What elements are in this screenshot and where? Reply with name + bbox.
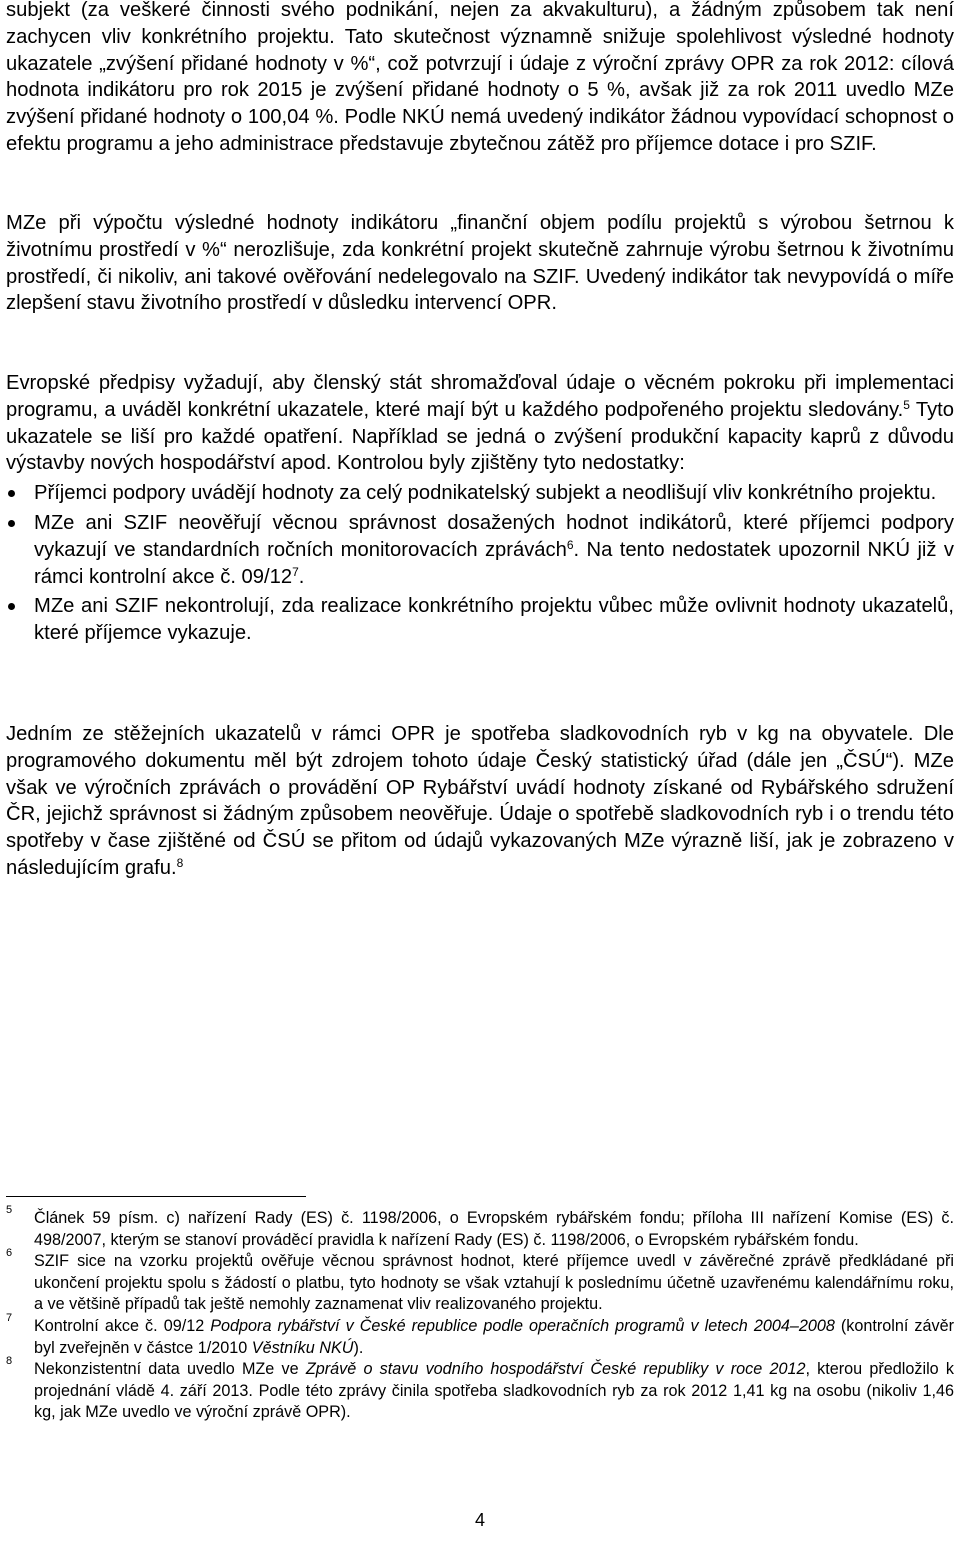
footnote-title: Podpora rybářství v České republice podle operačních programů v letech 2004–2008	[210, 1316, 835, 1335]
footnote-text: SZIF sice na vzorku projektů ověřuje věcnou správnost hodnot, které příjemce uvedl v závěrečné zprávě předkládané při ukončení projektu spolu s žádostí o platbu, tyto hodnoty se však vztahují k poslednímu účetně uzavřenému kalendářnímu roku, a ve většině případů tak ještě nemohly zaznamenat vliv realizovaného projektu.	[34, 1252, 954, 1314]
footnote-number: 5	[6, 1204, 13, 1216]
footnote-ref-8: 8	[176, 855, 184, 870]
footnote-number: 7	[6, 1311, 13, 1324]
footnote-text: Článek 59 písm. c) nařízení Rady (ES) č. 1198/2006, o Evropském rybářském fondu; příloha III nařízení Komise (ES) č. 498/2007, kterým se stanoví prováděcí pravidla k nařízení Rady (ES) č. 1198/2006, o Evropském rybářském fondu.	[34, 1209, 954, 1249]
footnote-ref-7: 7	[292, 564, 299, 579]
footnote-8	[6, 1355, 954, 1424]
bullet-icon	[8, 490, 15, 497]
footnotes	[6, 1204, 954, 1424]
list-item-text: .	[298, 565, 305, 588]
paragraph-indicator-environment: MZe při výpočtu výsledné hodnoty indikátoru „finanční objem podílu projektů s výrobou šetrnou k životnímu prostředí v %“ nerozlišuje, zda konkrétní projekt skutečně zahrnuje výrobu šetrnou k životnímu prostředí, či nikoliv, ani takové ověřování nedelegovalo na SZIF. Uvedený indikátor tak nevypovídá o míře zlepšení stavu životního prostředí v důsledku intervencí OPR.	[6, 212, 954, 315]
paragraph-text: Tyto ukazatele se liší pro každé opatření. Například se jedná o zvýšení produkční kapacity kaprů z důvodu výstavby nových hospodářství apod. Kontrolou byly zjištěny tyto nedostatky:	[6, 398, 954, 475]
bullet-icon	[8, 603, 15, 610]
footnote-6	[6, 1247, 954, 1316]
footnote-text: Nekonzistentní data uvedlo MZe ve	[34, 1360, 306, 1379]
list-item	[6, 593, 954, 647]
paragraph-text: Jedním ze stěžejních ukazatelů v rámci OPR je spotřeba sladkovodních ryb v kg na obyvatele. Dle programového dokumentu měl být zdrojem tohoto údaje Český statistický úřad (dále jen „ČSÚ“). MZe však ve výročních zprávách o provádění OP Rybářství uvádí hodnoty získané od Rybářského sdružení ČR, jejichž správnost si žádným způsobem neověřuje. Údaje o spotřebě sladkovodních ryb i o trendu této spotřeby v čase zjištěné od ČSÚ se přitom od údajů vykazovaných MZe výrazně liší, jak je zobrazeno v následujícím grafu.	[6, 723, 954, 879]
findings-list	[6, 480, 954, 647]
footnote-divider	[6, 1196, 306, 1197]
footnote-title: Zprávě o stavu vodního hospodářství České republiky v roce 2012	[305, 1360, 806, 1379]
list-item-text: Příjemci podpory uvádějí hodnoty za celý podnikatelský subjekt a neodlišují vliv konkrétního projektu.	[34, 482, 937, 505]
footnote-7	[6, 1311, 954, 1359]
footnote-5	[6, 1204, 954, 1251]
footnote-text: , kterou předložilo k projednání vládě 4. září 2013. Podle této zprávy činila spotřeba sladkovodních ryb za rok 2012 1,41 kg na osobu (nikoliv 1,46 kg, jak MZe uvedlo ve výroční zprávě OPR).	[34, 1360, 954, 1422]
list-item-text: MZe ani SZIF neověřují věcnou správnost dosažených hodnot indikátorů, které příjemci podpory vykazují ve standardních ročních monitorovacích zprávách	[34, 511, 954, 561]
footnote-ref-6: 6	[566, 537, 574, 552]
paragraph-eu-requirements	[6, 370, 954, 477]
footnote-text: Kontrolní akce č. 09/12	[34, 1316, 211, 1335]
footnote-text: (kontrolní závěr byl zveřejněn v částce 1/2010	[34, 1316, 954, 1357]
section-eu-requirements	[6, 370, 954, 647]
footnote-number: 6	[6, 1247, 13, 1260]
list-item-text: MZe ani SZIF nekontrolují, zda realizace konkrétního projektu vůbec může ovlivnit hodnoty ukazatelů, které příjemce vykazuje.	[34, 595, 954, 645]
bullet-icon	[8, 520, 15, 527]
footnote-journal: Věstníku NKÚ	[251, 1338, 354, 1357]
page-number: 4	[474, 1510, 485, 1530]
footnote-number: 8	[6, 1355, 13, 1368]
list-item-text: . Na tento nedostatek upozornil NKÚ již v rámci kontrolní akce č. 09/12	[34, 538, 954, 588]
list-item	[6, 480, 954, 507]
paragraph-text: Evropské předpisy vyžadují, aby členský stát shromažďoval údaje o věcném pokroku při implementaci programu, a uváděl konkrétní ukazatele, které mají být u každého podpořeného projektu sledovány.	[6, 372, 954, 421]
footnote-text: ).	[353, 1338, 364, 1357]
paragraph-fish-consumption	[6, 721, 954, 882]
footnote-ref-5: 5	[903, 397, 910, 412]
list-item	[6, 510, 954, 590]
paragraph-indicator-value-added: subjekt (za veškeré činnosti svého podnikání, nejen za akvakulturu), a žádným způsobem tak není zachycen vliv konkrétního projektu. Tato skutečnost významně snižuje spolehlivost výsledné hodnoty ukazatele „zvýšení přidané hodnoty v %“, což potvrzují i údaje z výroční zprávy OPR za rok 2012: cílová hodnota indikátoru pro rok 2015 je zvýšení přidané hodnoty o 5 %, avšak již za rok 2011 uvedlo MZe zvýšení přidané hodnoty o 100,04 %. Podle NKÚ nemá uvedený indikátor žádnou vypovídací schopnost o efektu programu a jeho administrace představuje zbytečnou zátěž pro příjemce dotace i pro SZIF.	[6, 0, 954, 155]
